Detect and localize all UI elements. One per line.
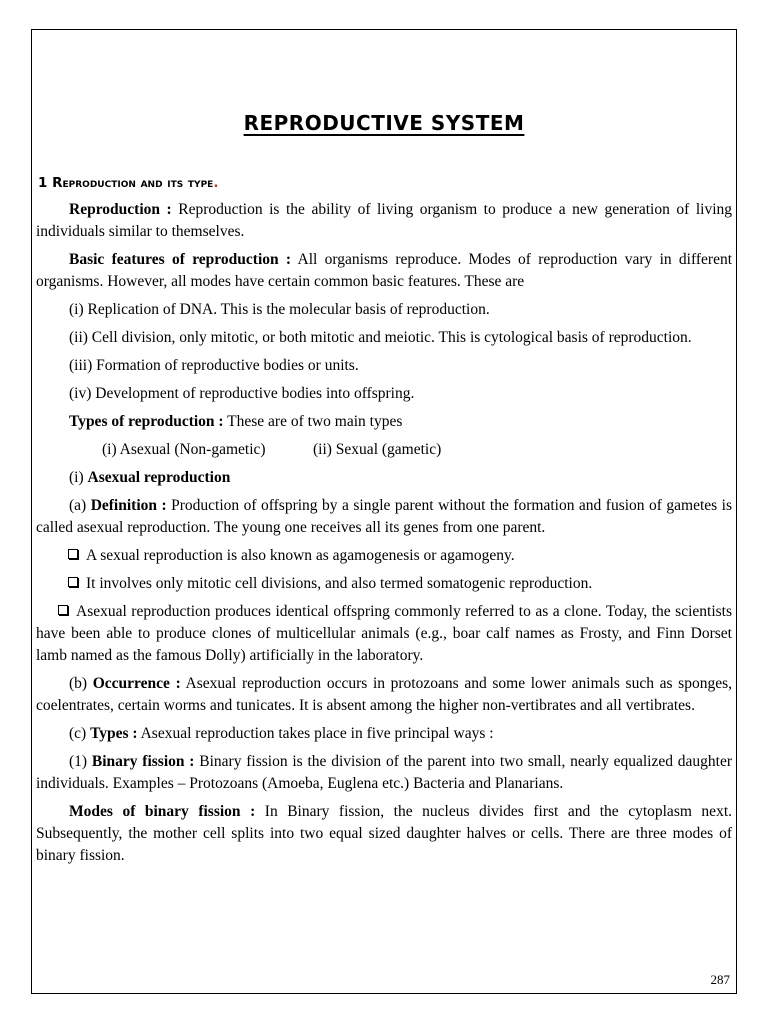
reproduction-label: Reproduction : [69, 201, 172, 218]
section-heading [38, 175, 218, 191]
types-c-text: Asexual reproduction takes place in five principal ways : [137, 725, 494, 742]
modes-label: Modes of binary fission : [69, 803, 256, 820]
section-title: Reproduction and its type [52, 175, 214, 191]
occurrence-text: Asexual reproduction occurs in protozoans and some lower animals such as sponges, coelentrates, certain worms and tunicates. It is absent among the higher non-vertibrates and all vertibrates. [36, 675, 732, 714]
definition-prefix: (a) [69, 497, 91, 514]
bullet-text: A sexual reproduction is also known as agamogenesis or agamogeny. [86, 547, 515, 564]
types-c-paragraph [36, 723, 732, 745]
feature-item: (iii) Formation of reproductive bodies or units. [69, 357, 359, 374]
asexual-heading [36, 467, 732, 489]
definition-paragraph [36, 495, 732, 539]
binary-prefix: (1) [69, 753, 92, 770]
type-sexual: (ii) Sexual (gametic) [313, 441, 442, 458]
reproduction-paragraph [36, 199, 732, 243]
checkbox-bullet-icon [68, 549, 78, 559]
basic-features-label: Basic features of reproduction : [69, 251, 292, 268]
types-c-label: Types : [90, 725, 138, 742]
types-text: These are of two main types [223, 413, 403, 430]
definition-text: Production of offspring by a single parent without the formation and fusion of gametes is called asexual reproduction. The young one receives all its genes from one parent. [36, 497, 733, 536]
bullet-text: It involves only mitotic cell divisions, and also termed somatogenic reproduction. [86, 575, 593, 592]
section-number: 1 [38, 175, 48, 191]
types-list [36, 439, 732, 461]
document-body [36, 199, 732, 873]
feature-item: (iv) Development of reproductive bodies into offspring. [69, 385, 415, 402]
types-label: Types of reproduction : [69, 413, 224, 430]
page-title: REPRODUCTIVE SYSTEM [243, 111, 525, 135]
feature-item: (i) Replication of DNA. This is the molecular basis of reproduction. [69, 301, 490, 318]
types-paragraph [36, 411, 732, 433]
binary-label: Binary fission : [91, 753, 195, 770]
type-asexual: (i) Asexual (Non-gametic) [102, 441, 266, 458]
page-number: 287 [710, 972, 730, 987]
binary-text: Binary fission is the division of the parent into two small, nearly equalized daughter individuals. Examples – Protozoans (Amoeba, Euglena etc.) Bacteria and Planarians. [36, 753, 733, 792]
asexual-label: Asexual reproduction [87, 469, 231, 486]
asexual-prefix: (i) [69, 469, 88, 486]
occurrence-paragraph [36, 673, 732, 717]
bullet-text: Asexual reproduction produces identical offspring commonly referred to as a clone. Today, the scientists have been able to produce clones of multicellular animals (e.g., boar calf names as Frosty, and Finn Dorset lamb named as the famous Dolly) artificially in the laboratory. [36, 603, 732, 664]
bullet-item [36, 545, 732, 567]
modes-paragraph [36, 801, 732, 867]
occurrence-prefix: (b) [69, 675, 93, 692]
checkbox-bullet-icon [68, 577, 78, 587]
basic-features-text: All organisms reproduce. Modes of reproduction vary in different organisms. However, all modes have certain common basic features. These are [36, 251, 733, 290]
feature-item: (ii) Cell division, only mitotic, or both mitotic and meiotic. This is cytological basis of reproduction. [69, 329, 692, 346]
bullet-item [36, 573, 732, 595]
occurrence-label: Occurrence : [92, 675, 181, 692]
definition-label: Definition : [90, 497, 167, 514]
checkbox-bullet-icon [58, 605, 68, 615]
basic-features-paragraph [36, 249, 732, 293]
section-dot: . [213, 175, 219, 191]
binary-fission-paragraph [36, 751, 732, 795]
types-c-prefix: (c) [69, 725, 91, 742]
reproduction-text: Reproduction is the ability of living organism to produce a new generation of living individuals similar to themselves. [36, 201, 732, 240]
bullet-item [36, 601, 732, 667]
modes-text: In Binary fission, the nucleus divides first and the cytoplasm next. Subsequently, the mother cell splits into two equal sized daughter halves or cells. There are three modes of binary fission. [36, 803, 732, 864]
